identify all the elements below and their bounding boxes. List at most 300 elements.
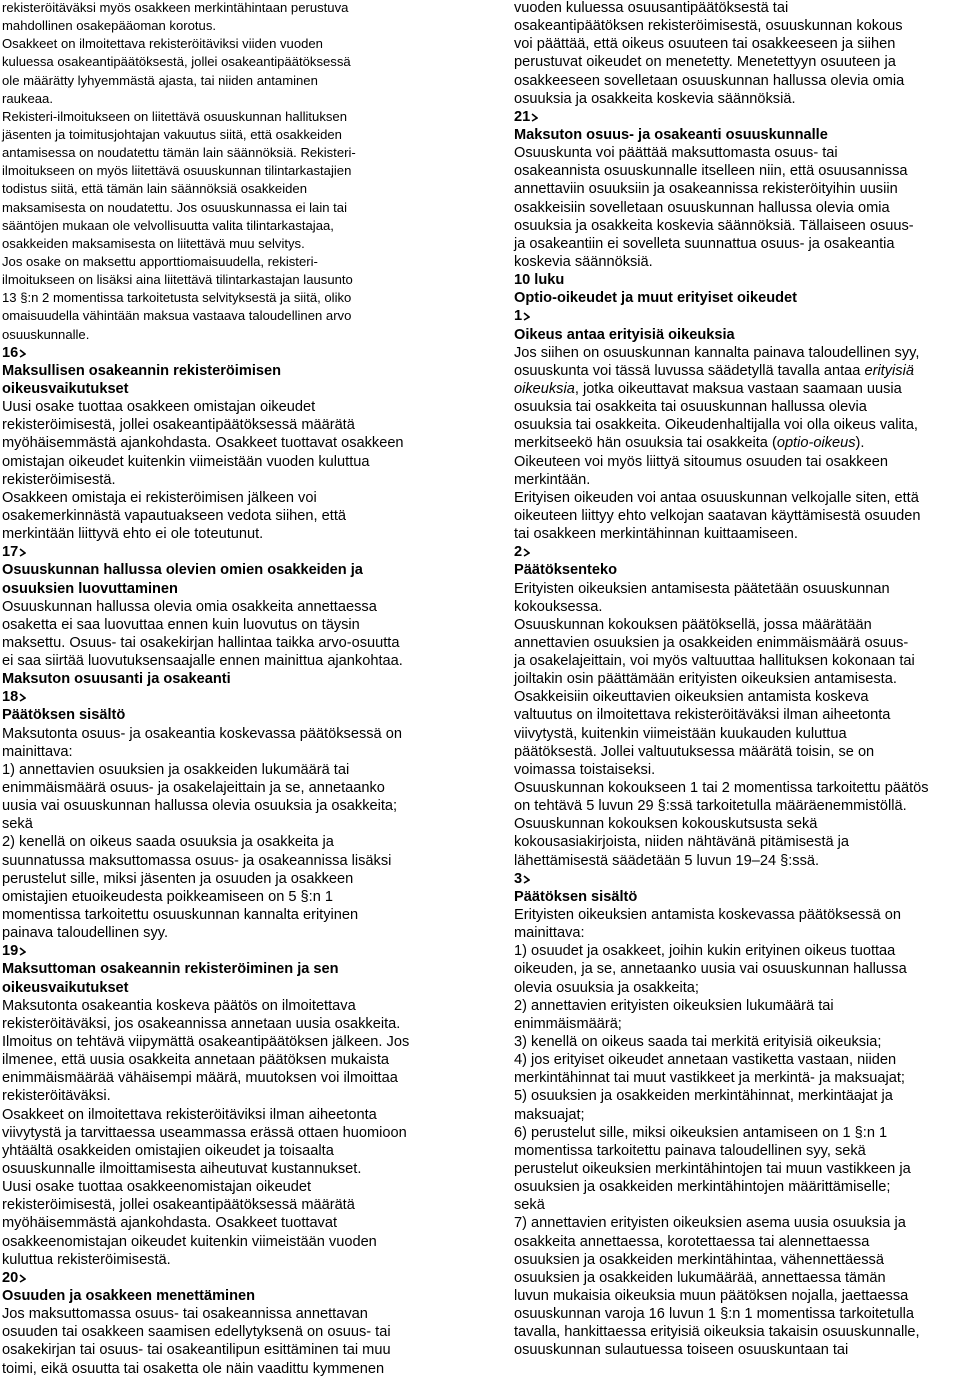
line-text: enimmäismäärää vähäisempi määrä, muutoksen voi ilmoittaa [2,1070,398,1087]
line-text: 5) osuuksien ja osakkeiden merkintähinnat, merkintäajat ja [514,1088,893,1105]
text-line [514,743,960,761]
line-text: rekisteröitäväksi myös osakkeen merkintähintaan perustuva [2,0,349,15]
text-line [514,416,960,434]
line-text-tail: ). [855,435,865,452]
line-text: 1 [514,308,523,325]
text-line [514,779,960,797]
text-line [2,852,449,870]
line-text: Erityisten oikeuksien antamisesta päätetään osuuskunnan [514,580,890,597]
text-line [2,1124,449,1142]
section-heading [2,380,449,398]
text-line [2,906,449,924]
text-line [2,1142,449,1160]
line-text: perustuvat oikeudet on menetetty. Menetettyyn osuuteen ja [514,54,896,71]
line-text: luvun mukaisia oikeuksia muun päätöksen nojalla, jaettaessa [514,1287,909,1304]
line-text: päätöksestä. Jollei valtuutuksessa määrätä toisin, se on [514,743,875,760]
line-text: merkintään. [514,471,591,488]
line-text: viivytystä ja tarvittaessa useammassa erässä ottaen huomioon [2,1124,407,1141]
text-line [514,1214,960,1232]
line-text: 2) kenellä on oikeus saada osuuksia ja osakkeita ja [2,834,334,851]
line-text: 3) kenellä on oikeus saada tai merkitä erityisiä oikeuksia; [514,1034,882,1051]
line-text: antamisessa on noudatettu tämän lain säännöksiä. Rekisteri- [2,145,356,161]
line-text: Osakkeisiin oikeuttavien oikeuksien antamista koskeva [514,689,869,706]
text-line [2,1033,449,1051]
line-text: ole määrätty lyhyemmästä ajasta, tai niiden antaminen [2,72,318,88]
line-text: Ilmoitus on tehtävä viipymättä osakeantipäätöksen jälkeen. Jos [2,1034,410,1051]
line-text: osuuskunnan sulautuessa toiseen osuuskuntaan tai [514,1342,849,1359]
line-text: osuuksia tai osakkeita. Oikeudenhaltijalla voi olla oikeus valita, [514,417,918,434]
line-text: osuuden tai osakkeen saamisen edellytyksenä on osuus- tai [2,1324,391,1341]
line-text: omaisuudella vähintään maksua vastaava taloudellinen arvo [2,308,352,324]
text-line [2,1160,449,1178]
text-line [2,126,449,144]
text-line [2,1214,449,1232]
text-line [514,1323,960,1341]
line-text: osakekirjan tai osuus- tai osakeantilipun esittäminen tai muu [2,1342,391,1359]
line-text: Maksutonta osuus- ja osakeantia koskevassa päätöksessä on [2,725,402,742]
right-column [514,0,960,1360]
text-line [514,344,960,362]
line-text: mahdollinen osakepääoman korotus. [2,18,217,34]
line-text: maksamisesta on noudatettu. Jos osuuskunnassa ei lain tai [2,199,348,215]
text-line [2,634,449,652]
line-text: Uusi osake tuottaa osakkeen omistajan oikeudet [2,399,316,416]
line-text-tail: , jotka oikeuttavat maksua vastaan saamaan uusia [574,380,902,397]
line-text: sekä [2,816,33,833]
line-text: momentissa tarkoitettu painava taloudellinen syy, sekä [514,1142,866,1159]
text-line [2,743,449,761]
line-text: lähettämisestä säädetään 5 luvun 19–24 §:ssä. [514,852,820,869]
text-line [514,180,960,198]
left-column [2,0,449,1378]
line-text: Päätöksen sisältö [2,707,126,724]
section-mark-icon [531,113,538,122]
line-text: Maksullisen osakeannin rekisteröimisen [2,362,282,379]
text-line [514,1251,960,1269]
line-text: voi päättää, että oikeus osuuteen tai osakkeeseen ja siihen [514,36,896,53]
line-text: 7) annettavien erityisten oikeuksien asema uusia osuuksia ja [514,1215,906,1232]
section-mark-icon [523,312,530,321]
text-line [514,725,960,743]
text-line [514,253,960,271]
line-text: maksettu. Osuus- tai osakekirjan hallintaa taikka arvo-osuutta [2,634,400,651]
line-text: 10 luku [514,272,565,289]
line-text: omistajan oikeudet kuitenkin viimeistään vuoden kuluttua [2,453,370,470]
line-text: valtuutus on ilmoitettava rekisteröitäväksi ilman aiheetonta [514,707,891,724]
line-text: Jos siihen on osuuskunnan kannalta painava taloudellinen syy, [514,344,920,361]
line-text: kuluessa osakeantipäätöksestä, jollei osakeantipäätöksessä [2,54,351,70]
line-text: oikeusvaikutukset [2,380,129,397]
text-line [514,0,960,17]
line-text: Osuuden ja osakkeen menettäminen [2,1287,256,1304]
text-line [2,90,449,108]
text-line [514,1269,960,1287]
text-line [514,1178,960,1196]
text-line [2,72,449,90]
text-line [2,779,449,797]
text-line [2,53,449,71]
text-line [514,1015,960,1033]
text-line [514,1287,960,1305]
text-line [2,652,449,670]
line-text: Osuuskunnan hallussa olevien omien osakkeiden ja [2,562,363,579]
section-heading [2,706,449,724]
line-text: enimmäismäärä; [514,1015,622,1032]
line-text: osakkeiden maksamisesta on liitettävä muu selvitys. [2,235,305,251]
text-line [2,997,449,1015]
section-heading [2,362,449,380]
text-line [2,144,449,162]
section-mark-icon [19,349,26,358]
line-text: joiltakin osin päättämään erityisten oikeuksien antamisesta. [514,671,897,688]
line-text: annettaviin osuuksiin ja osakeannissa rekisteröityihin uusiin [514,181,898,198]
text-line [2,797,449,815]
italic-term: optio-oikeus [776,435,856,452]
line-text: rekisteröitäväksi. [2,1088,111,1105]
line-text: 16 [2,344,19,361]
text-line [514,217,960,235]
section-heading [514,271,960,289]
line-text: on tehtävä 5 luvun 29 §:ssä tarkoitetulla määräenemmistöllä. [514,798,907,815]
line-text: Erityisen oikeuden voi antaa osuuskunnan velkojalle siten, että [514,489,919,506]
line-text: Osuuskunnan kokouksen kokouskutsusta sekä [514,816,818,833]
line-text: Osuuskunnan hallussa olevia omia osakkeita annettaessa [2,598,377,615]
text-line [2,416,449,434]
line-text: Osakkeet on ilmoitettava rekisteröitäviksi ilman aiheetonta [2,1106,377,1123]
line-text: rekisteröimisestä, jollei osakeantipäätöksessä määrätä [2,1197,355,1214]
text-line [514,960,960,978]
line-text: tavalla, hankittaessa erityisiä oikeuksia takaisin osuuskunnalle, [514,1324,920,1341]
text-line [514,598,960,616]
line-text: osuuksia ja osakkeita koskevia säännöksiä. [514,90,796,107]
section-mark-icon [523,875,530,884]
section-number [2,688,449,706]
text-line [2,489,449,507]
line-text: annettavien osuuksien ja osakkeiden enimmäismäärä osuus- [514,634,909,651]
line-text: Maksuton osuusanti ja osakeanti [2,671,231,688]
text-line [2,17,449,35]
section-heading [2,580,449,598]
text-line [2,507,449,525]
text-line [514,90,960,108]
text-line [514,1142,960,1160]
line-text: Päätöksenteko [514,562,618,579]
line-text: kokouksessa. [514,598,603,615]
text-line [514,688,960,706]
text-line [2,235,449,253]
line-text: oikeuden, ja se, annetaanko uusia vai osuuskunnan hallussa [514,961,907,978]
line-text: osakkeeseen sovelletaan osuuskunnan hallussa olevia omia [514,72,905,89]
line-text: painava taloudellinen syy. [2,925,169,942]
line-text: osuuksia tai osakkeita tai osuuskunnan hallussa olevia [514,399,867,416]
text-line [514,525,960,543]
line-text: Jos maksuttomassa osuus- tai osakeannissa annettavan [2,1306,368,1323]
text-line [514,815,960,833]
line-text: osakkeisiin sovelletaan osuuskunnan hallussa olevia omia [514,199,890,216]
text-line [514,380,960,398]
line-text: osuuksien ja osakkeiden lukumäärää, annettaessa tämän [514,1269,886,1286]
text-line [514,942,960,960]
line-text: rekisteröimisestä. [2,471,116,488]
text-line [2,1196,449,1214]
line-text: jäsenten ja toimitusjohtajan vakuutus siitä, että osakkeiden [2,126,342,142]
text-line [514,1087,960,1105]
text-line [514,1233,960,1251]
line-text: Jos osake on maksettu apporttiomaisuudella, rekisteri- [2,253,318,269]
text-line [2,1341,449,1359]
text-line [2,616,449,634]
text-line [2,253,449,271]
line-text: Uusi osake tuottaa osakkeenomistajan oikeudet [2,1179,312,1196]
line-text: rekisteröitäväksi, jos osakeannissa annetaan uusia osakkeita. [2,1015,401,1032]
section-heading [2,670,449,688]
text-line [514,235,960,253]
text-line [514,471,960,489]
text-line [2,598,449,616]
text-line [2,0,449,17]
line-text: rekisteröimisestä, jollei osakeantipäätöksessä määrätä [2,417,355,434]
line-text: 2) annettavien erityisten oikeuksien lukumäärä tai [514,997,834,1014]
text-line [2,289,449,307]
section-heading [2,960,449,978]
text-line [514,489,960,507]
line-text: 3 [514,870,523,887]
text-line [2,761,449,779]
line-text: sääntöjen mukaan ole velvollisuutta valita tilintarkastajaa, [2,217,334,233]
text-line [514,1033,960,1051]
line-text: 21 [514,108,531,125]
line-text: todistus siitä, että tämän lain säännöksiä osakkeiden [2,181,307,197]
line-text: ilmoitukseen on lisäksi aina liitettävä tilintarkastajan lausunto [2,272,353,288]
text-line [514,670,960,688]
line-text: Oikeus antaa erityisiä oikeuksia [514,326,735,343]
line-text: osuuskunnalle ilmoittamisesta aiheutuvat kustannukset. [2,1161,362,1177]
text-line [2,1251,449,1269]
text-line [514,144,960,162]
line-text: Osuuskunta voi päättää maksuttomasta osuus- tai [514,145,838,162]
text-line [2,162,449,180]
italic-term: erityisiä [864,362,914,379]
line-text: 1) annettavien osuuksien ja osakkeiden lukumäärä tai [2,761,350,778]
line-text: osakkeenomistajan oikeudet kuitenkin viimeistään vuoden [2,1233,377,1250]
line-text: osuuksien ja osakkeiden merkintähintojen määrittämiselle; [514,1179,891,1196]
text-line [514,1160,960,1178]
text-line [514,797,960,815]
text-line [2,453,449,471]
section-heading [514,326,960,344]
text-line [2,1069,449,1087]
text-line [514,906,960,924]
line-text: voimassa toistaiseksi. [514,761,656,778]
text-line [2,1015,449,1033]
line-text: Optio-oikeudet ja muut erityiset oikeudet [514,290,797,307]
text-line [2,1178,449,1196]
text-line [514,362,960,380]
line-text: ilmenee, että uusia osakkeita annetaan päätöksen mukaista [2,1052,389,1069]
line-text: Osuuskunnan kokoukseen 1 tai 2 momentissa tarkoitettu päätös [514,780,929,797]
line-text: maksuajat; [514,1106,585,1123]
line-text: perustelut oikeuksien merkintähintojen tai muun vastikkeen ja [514,1161,911,1177]
line-text: osakemerkinnästä vapautuakseen vedota siihen, että [2,507,346,524]
line-text: Rekisteri-ilmoitukseen on liitettävä osuuskunnan hallituksen [2,108,347,124]
text-line [514,706,960,724]
line-text: suunnatussa maksuttomassa osuus- ja osakeannissa lisäksi [2,852,392,869]
text-line [514,1069,960,1087]
section-number [2,543,449,561]
text-line [2,1106,449,1124]
line-text: merkintähinnat tai muut vastikkeet ja merkintä- ja maksuajat; [514,1070,905,1087]
section-heading [514,289,960,307]
section-heading [2,561,449,579]
text-line [514,53,960,71]
text-line [2,180,449,198]
line-text: vuoden kuluessa osuusantipäätöksestä tai [514,0,789,16]
italic-term: oikeuksia [514,380,575,397]
text-line [514,1124,960,1142]
line-text: enimmäismäärä osuus- ja osakelajeittain ja se, annetaanko [2,780,385,797]
section-number [514,543,960,561]
text-line [2,1305,449,1323]
section-number [2,1269,449,1287]
line-text: mainittava: [514,925,585,942]
line-text: Oikeuteen voi myös liittyä sitoumus osuuden tai osakkeen [514,453,888,470]
line-text: oikeusvaikutukset [2,979,129,996]
line-text: merkitseekö hän osuuksia tai osakkeita ( [514,435,777,452]
line-text: 17 [2,544,19,561]
section-mark-icon [19,947,26,956]
line-text: osuuskunta voi tässä luvussa säädetyllä tavalla antaa [514,362,865,379]
line-text: ja osakeantiin ei sovelleta suunnattua osuus- ja osakeantia [514,235,895,252]
text-line [514,833,960,851]
line-text: 1) osuudet ja osakkeet, joihin kukin erityinen oikeus tuottaa [514,943,896,960]
text-line [2,35,449,53]
line-text: 19 [2,943,19,960]
text-line [2,1233,449,1251]
line-text: Osuuskunnan kokouksen päätöksellä, jossa määrätään [514,616,872,633]
line-text: omistajien etuoikeudesta poikkeamiseen on 5 §:n 1 [2,888,334,905]
line-text: ei saa siirtää luovutuksensaajalle ennen mainittua ajankohtaa. [2,653,403,670]
text-line [2,398,449,416]
text-line [514,35,960,53]
line-text: Maksuttoman osakeannin rekisteröiminen ja sen [2,961,339,978]
line-text: 2 [514,544,523,561]
line-text: osuuksien luovuttaminen [2,580,178,597]
line-text: Erityisten oikeuksien antamista koskevassa päätöksessä on [514,907,901,924]
line-text: 18 [2,689,19,706]
text-line [2,870,449,888]
line-text: ja osakelajeittain, voi myös valtuuttaa hallituksen kokonaan tai [514,653,915,670]
text-line [514,1106,960,1124]
section-number [514,870,960,888]
text-line [514,162,960,180]
text-line [2,833,449,851]
line-text: osaketta ei saa luovuttaa ennen kuin luovutus on täysin [2,616,360,633]
text-line [514,979,960,997]
section-number [514,108,960,126]
line-text: Osakkeen omistaja ei rekisteröimisen jälkeen voi [2,489,317,506]
line-text: perustelut sille, miksi jäsenten ja osuuden ja osakkeen [2,870,354,887]
line-text: osuuksien ja osakkeiden merkintähintaa, vähennettäessä [514,1251,884,1268]
text-line [2,217,449,235]
line-text: merkintään liittyvä ehto ei ole toteutunut. [2,526,264,543]
text-line [2,307,449,325]
section-number [514,307,960,325]
text-line [2,326,449,344]
line-text: toimi, eikä osuutta tai osaketta ole näin vaadittu kymmenen [2,1360,385,1377]
line-text: osakkeita annettaessa, korotettaessa tai alennettaessa [514,1233,870,1250]
line-text: kuluttua rekisteröimisestä. [2,1251,171,1268]
section-heading [514,126,960,144]
line-text: osakeantipäätöksen rekisteröimisestä, osuuskunnan kokous [514,18,903,35]
text-line [2,815,449,833]
section-heading [514,561,960,579]
text-line [514,852,960,870]
text-line [514,761,960,779]
text-line [2,924,449,942]
line-text: Maksuton osuus- ja osakeanti osuuskunnalle [514,126,828,143]
line-text: momentissa tarkoitettu osuuskunnan kannalta erityinen [2,907,359,924]
section-mark-icon [19,1274,26,1283]
line-text: myöhäisemmästä ajankohdasta. Osakkeet tuottavat osakkeen [2,435,404,452]
section-number [2,942,449,960]
text-line [514,72,960,90]
section-mark-icon [19,548,26,557]
text-line [2,525,449,543]
text-line [514,1305,960,1323]
section-mark-icon [523,548,530,557]
text-line [2,1051,449,1069]
text-line [2,434,449,452]
line-text: osuuskunnalle. [2,326,90,342]
text-line [514,453,960,471]
text-line [2,725,449,743]
text-line [514,17,960,35]
line-text: uusia vai osuuskunnan hallussa olevia osuuksia ja osakkeita; [2,798,398,815]
text-line [514,997,960,1015]
line-text: Osakkeet on ilmoitettava rekisteröitäviksi viiden vuoden [2,36,323,52]
line-text: 6) perustelut sille, miksi oikeuksien antamiseen on 1 §:n 1 [514,1124,888,1141]
line-text: 4) jos erityiset oikeudet annetaan vastiketta vastaan, niiden [514,1052,897,1069]
line-text: osuuksia ja osakkeita koskevia säännöksiä. Tällaiseen osuus- [514,217,914,234]
line-text: osakeannista osuuskunnalle itselleen niin, että osuusannissa [514,163,908,180]
text-line [2,271,449,289]
section-number [2,344,449,362]
text-line [2,1323,449,1341]
text-line [514,199,960,217]
text-line [514,1196,960,1214]
text-line [2,1087,449,1105]
line-text: koskevia säännöksiä. [514,253,653,270]
text-line [2,1360,449,1378]
line-text: tai osakkeen merkintähinnan kuittaamiseen. [514,526,798,543]
text-line [2,471,449,489]
line-text: mainittava: [2,743,73,760]
line-text: Päätöksen sisältö [514,888,638,905]
line-text: oikeuteen liittyy ehto velkojan saatavan käyttämisestä osuuden [514,507,921,524]
text-line [514,634,960,652]
section-mark-icon [19,693,26,702]
text-line [514,507,960,525]
text-line [514,924,960,942]
line-text: viivytystä, kuitenkin viimeistään kuukauden kuluttua [514,725,847,742]
text-line [2,199,449,217]
section-heading [2,1287,449,1305]
line-text: olevia osuuksia ja osakkeita; [514,979,699,996]
line-text: sekä [514,1197,545,1214]
section-heading [2,979,449,997]
text-line [514,1341,960,1359]
line-text: raukeaa. [2,90,53,106]
